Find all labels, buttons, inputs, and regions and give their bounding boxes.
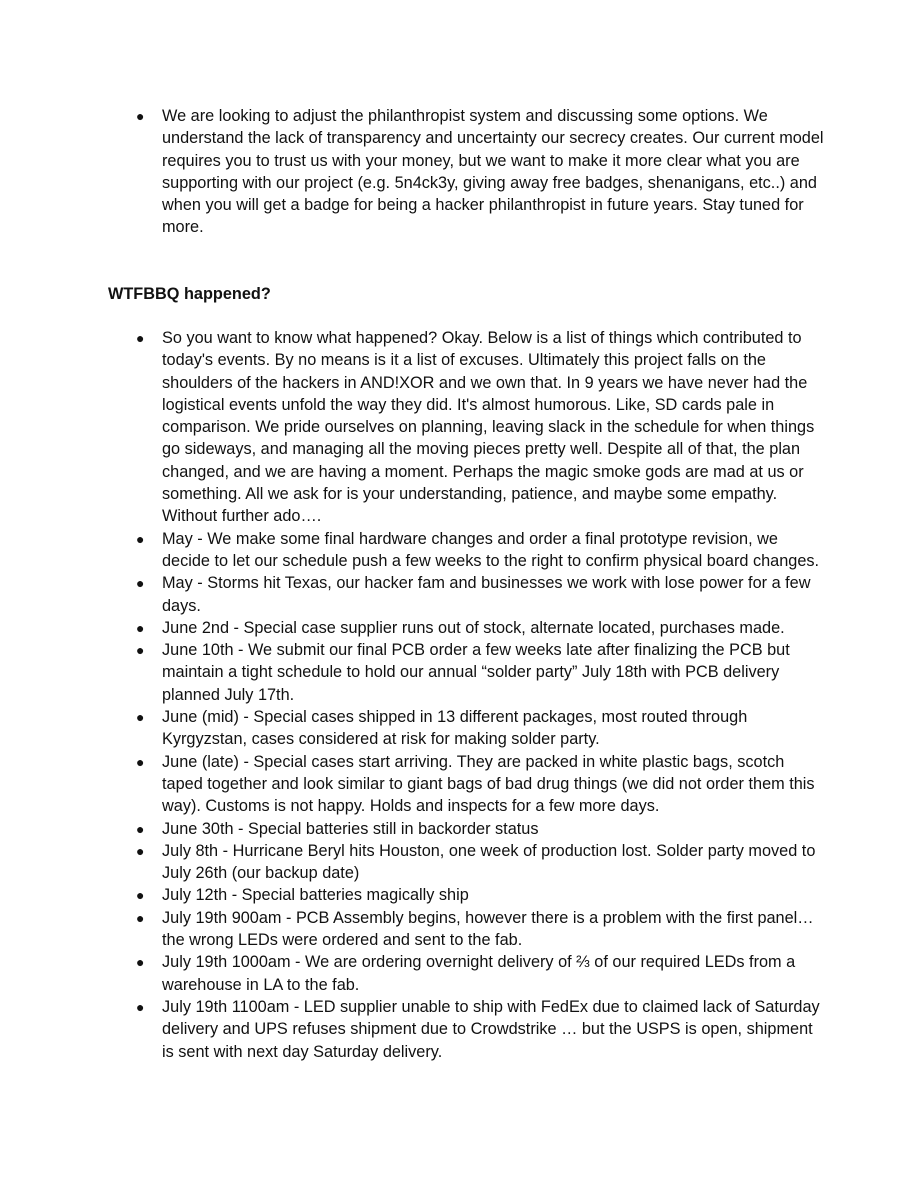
list-item — [136, 996, 826, 1063]
bullet-icon: ● — [136, 753, 145, 770]
bullet-icon: ● — [136, 575, 145, 592]
bullet-icon: ● — [136, 108, 145, 124]
bullet-icon: ● — [136, 642, 145, 659]
bullet-icon: ● — [136, 909, 145, 926]
list-item — [136, 951, 826, 996]
list-item — [136, 528, 826, 573]
list-item — [136, 706, 826, 751]
bullet-icon: ● — [136, 842, 145, 859]
bullet-icon: ● — [136, 330, 145, 346]
bullet-icon: ● — [136, 709, 145, 726]
list-item — [136, 639, 826, 706]
bullet-icon: ● — [136, 887, 145, 904]
list-item — [136, 617, 826, 639]
list-item — [136, 327, 826, 528]
bullet-icon: ● — [136, 619, 145, 636]
list-item — [136, 751, 826, 818]
events-bullet-list — [136, 327, 826, 1063]
list-item — [136, 840, 826, 885]
list-item-text: May - We make some final hardware changes and order a final prototype revision, we decide to let our schedule push a few weeks to the right to confirm physical board changes. — [162, 529, 820, 570]
list-item-text: July 8th - Hurricane Beryl hits Houston, one week of production lost. Solder party moved to July 26th (our backup date) — [162, 841, 816, 883]
bullet-icon: ● — [136, 954, 145, 971]
bullet-icon: ● — [136, 530, 145, 547]
list-item-text: We are looking to adjust the philanthropist system and discussing some options. We understand the lack of transparency and uncertainty our secrecy creates. Our current model requires you to trust us with your money, but we want to make it more clear what you are supporting with our project (e.g. 5n4ck3y, giving away free badges, shenanigans, etc..) and when you will get a badge for being a hacker philanthropist in future years. Stay tuned for more. — [162, 107, 824, 237]
list-item — [136, 105, 826, 239]
list-item — [136, 907, 826, 952]
list-item — [136, 572, 826, 617]
list-item — [136, 884, 826, 906]
list-item-text: June 10th - We submit our final PCB order a few weeks late after finalizing the PCB but maintain a tight schedule to hold our annual “solder party” July 18th with PCB delivery planned July 17th. — [162, 641, 790, 704]
list-item-text: July 19th 900am - PCB Assembly begins, however there is a problem with the first panel… the wrong LEDs were ordered and sent to the fab. — [162, 908, 814, 950]
list-item — [136, 818, 826, 840]
bullet-icon: ● — [136, 998, 145, 1015]
list-item-text: So you want to know what happened? Okay. Below is a list of things which contributed to today's events. By no means is it a list of excuses. Ultimately this project falls on the shoulders of the hackers in AND!XOR and we own that. In 9 years we have never had the logistical events unfold the way they did. It's almost humorous. Like, SD cards pale in comparison. We pride ourselves on planning, leaving slack in the schedule for when things go sideways, and managing all the moving pieces pretty well. Despite all of that, the plan changed, and we are having a moment. Perhaps the magic smoke gods are mad at us or something. All we ask for is your understanding, patience, and maybe some empathy. Without further ado…. — [162, 329, 815, 526]
list-item-text: July 19th 1100am - LED supplier unable to ship with FedEx due to claimed lack of Saturday delivery and UPS refuses shipment due to Crowdstrike … but the USPS is open, shipment is sent with next day Saturday delivery. — [162, 997, 820, 1061]
intro-bullet-list — [136, 105, 826, 239]
section-heading: WTFBBQ happened? — [108, 285, 271, 303]
list-item-text: June 30th - Special batteries still in backorder status — [162, 819, 539, 838]
list-item-text: June (mid) - Special cases shipped in 13 different packages, most routed through Kyrgyzstan, cases considered at risk for making solder party. — [162, 708, 748, 749]
list-item-text: June 2nd - Special case supplier runs out of stock, alternate located, purchases made. — [162, 618, 785, 637]
bullet-icon: ● — [136, 820, 145, 837]
list-item-text: May - Storms hit Texas, our hacker fam and businesses we work with lose power for a few days. — [162, 574, 811, 615]
list-item-text: June (late) - Special cases start arriving. They are packed in white plastic bags, scotch taped together and look similar to giant bags of bad drug things (we did not order them this way). Customs is not happy. Holds and inspects for a few more days. — [162, 752, 815, 816]
list-item-text: July 19th 1000am - We are ordering overnight delivery of ⅔ of our required LEDs from a warehouse in LA to the fab. — [162, 953, 796, 994]
list-item-text: July 12th - Special batteries magically ship — [162, 886, 469, 905]
